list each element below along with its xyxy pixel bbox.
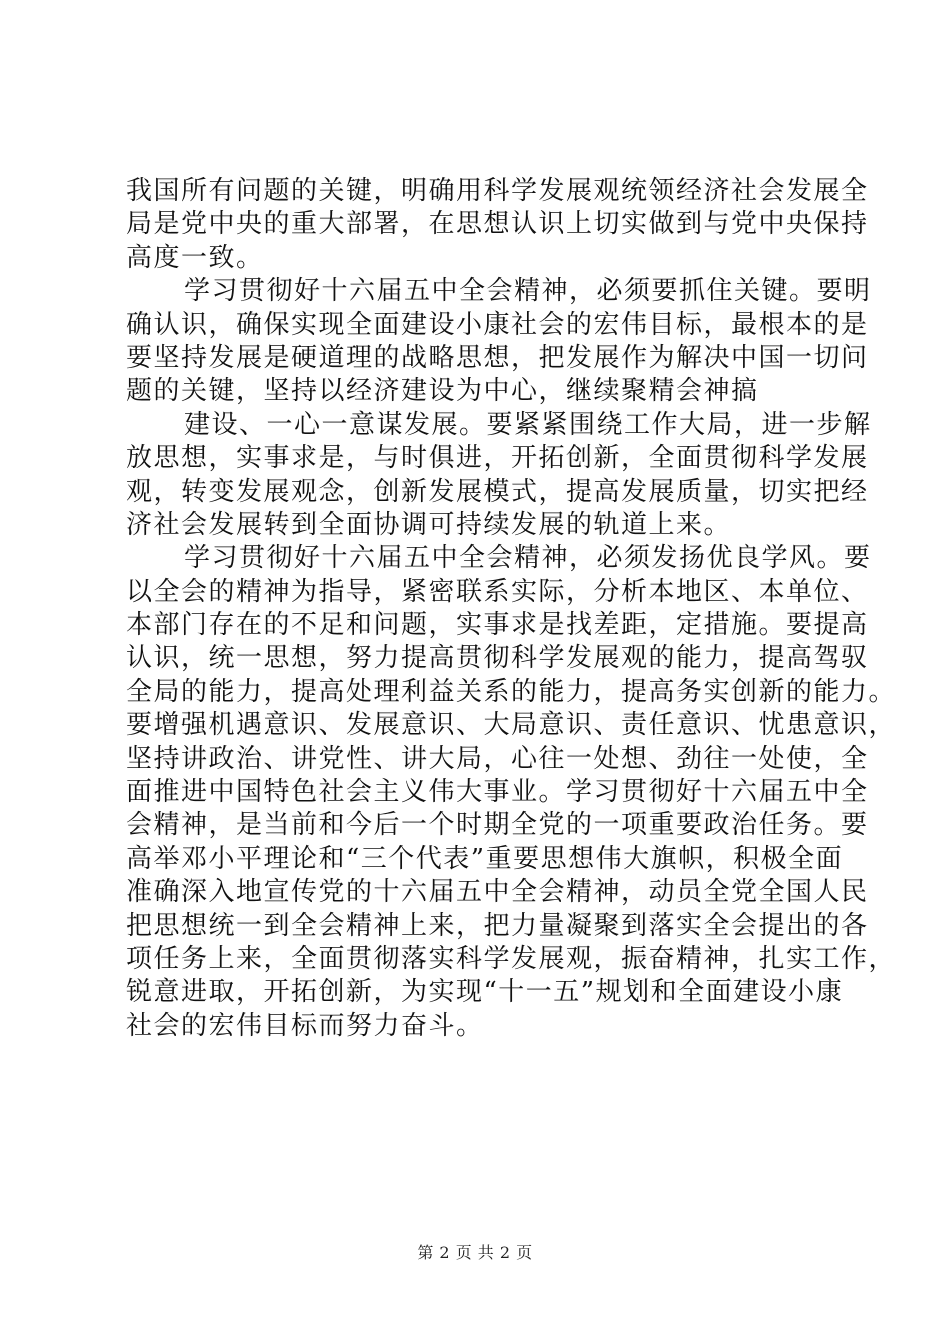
text-line: 锐意进取，开拓创新，为实现“十一五”规划和全面建设小康 <box>126 977 844 1008</box>
text-line: 以全会的精神为指导，紧密联系实际，分析本地区、本单位、 <box>126 576 869 607</box>
text-line: 确认识，确保实现全面建设小康社会的宏伟目标，最根本的是 <box>126 309 869 340</box>
text-line: 会精神，是当前和今后一个时期全党的一项重要政治任务。要 <box>126 810 869 841</box>
paragraph-first-line: 学习贯彻好十六届五中全会精神，必须要抓住关键。要明 <box>184 276 872 307</box>
text-line: 面推进中国特色社会主义伟大事业。学习贯彻好十六届五中全 <box>126 777 869 808</box>
document-body <box>126 175 897 1043</box>
text-line: 要坚持发展是硬道理的战略思想，把发展作为解决中国一切问 <box>126 342 869 373</box>
paragraph-first-line: 学习贯彻好十六届五中全会精神，必须发扬优良学风。要 <box>184 543 872 574</box>
text-line: 我国所有问题的关键，明确用科学发展观统领经济社会发展全 <box>126 176 869 206</box>
paragraph-first-line: 建设、一心一意谋发展。要紧紧围绕工作大局，进一步解 <box>184 409 872 440</box>
text-line: 要增强机遇意识、发展意识、大局意识、责任意识、忧患意识， <box>126 710 897 741</box>
text-line: 放思想，实事求是，与时俱进，开拓创新，全面贯彻科学发展 <box>126 443 869 474</box>
text-line: 本部门存在的不足和问题，实事求是找差距，定措施。要提高 <box>126 610 869 641</box>
text-line: 社会的宏伟目标而努力奋斗。 <box>126 1010 484 1041</box>
text-line: 项任务上来，全面贯彻落实科学发展观，振奋精神，扎实工作， <box>126 943 897 974</box>
text-line: 全局的能力，提高处理利益关系的能力，提高务实创新的能力。 <box>126 676 897 707</box>
text-line: 局是党中央的重大部署，在思想认识上切实做到与党中央保持 <box>126 209 869 240</box>
text-line: 题的关键，坚持以经济建设为中心，继续聚精会神搞 <box>126 376 759 407</box>
text-line: 认识，统一思想，努力提高贯彻科学发展观的能力，提高驾驭 <box>126 643 869 674</box>
text-line: 坚持讲政治、讲党性、讲大局，心往一处想、劲往一处使，全 <box>126 743 869 774</box>
text-line: 准确深入地宣传党的十六届五中全会精神，动员全党全国人民 <box>126 877 869 908</box>
text-line: 高度一致。 <box>126 242 264 273</box>
text-line: 把思想统一到全会精神上来，把力量凝聚到落实全会提出的各 <box>126 910 869 941</box>
text-line: 观，转变发展观念，创新发展模式，提高发展质量，切实把经 <box>126 476 869 507</box>
text-line: 济社会发展转到全面协调可持续发展的轨道上来。 <box>126 509 732 540</box>
text-line: 高举邓小平理论和“三个代表”重要思想伟大旗帜，积极全面 <box>126 843 844 874</box>
page-number-footer: 第 2 页 共 2 页 <box>417 1243 533 1262</box>
